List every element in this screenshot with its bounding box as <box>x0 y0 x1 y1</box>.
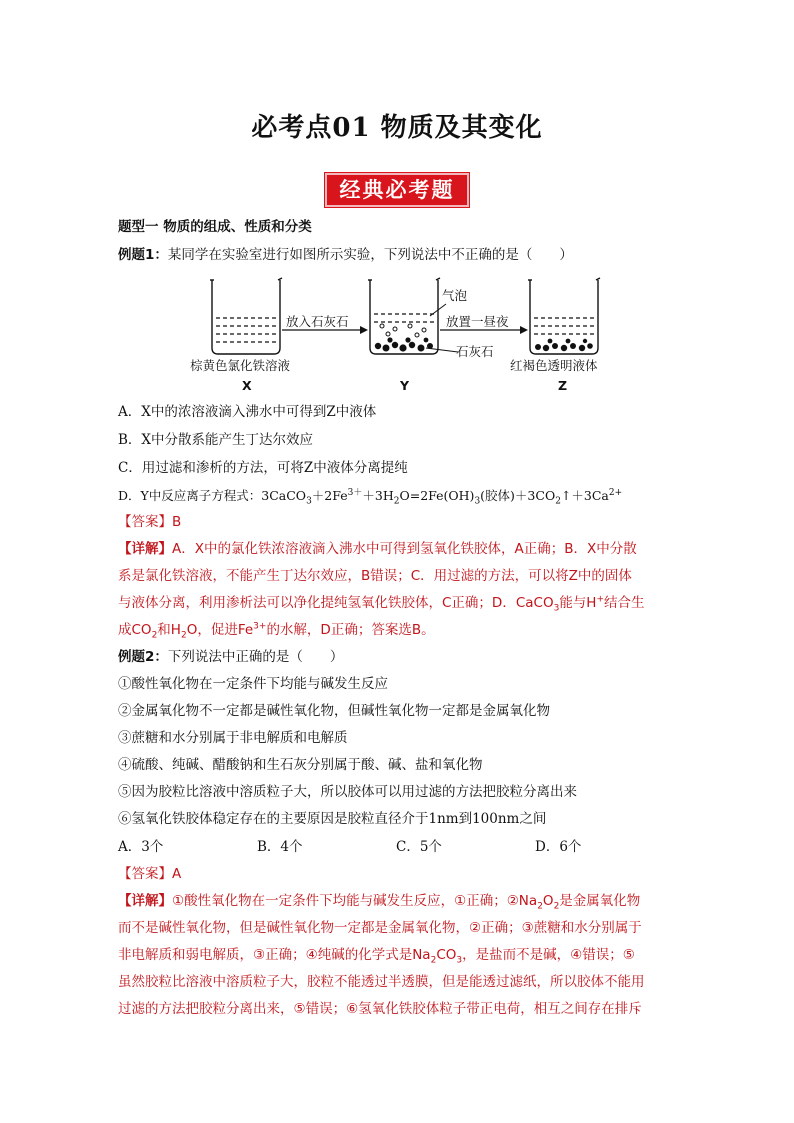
option-d-sub: 3 <box>474 496 481 507</box>
beaker-z-icon <box>528 278 600 354</box>
option-d-part: ↑＋3Ca <box>560 488 609 503</box>
detail-tag: 【详解】 <box>118 541 172 557</box>
page-title: 必考点01 物质及其变化 <box>251 113 543 143</box>
detail-sub: 2 <box>430 955 437 966</box>
option-d-part: ＋2Fe <box>311 488 348 503</box>
example2-detail-line-3 <box>118 946 635 964</box>
detail-text: CO <box>436 947 457 963</box>
example1-detail-line-2: 系是氯化铁溶液，不能产生丁达尔效应，B错误；C．用过滤的方法，可以将Z中的固体 <box>118 568 632 584</box>
detail-sub: 2 <box>537 901 543 912</box>
option-d-part: (胶体)＋3CO <box>480 488 556 503</box>
statement-6: ⑥氢氧化铁胶体稳定存在的主要原因是胶粒直径介于1nm到100nm之间 <box>118 811 547 827</box>
example1-detail-line-3 <box>118 594 645 612</box>
beaker-z-letter: Z <box>558 378 568 393</box>
beaker-z-label: 红褐色透明液体 <box>510 358 598 373</box>
detail-sub: 2 <box>553 901 560 912</box>
question-type-heading: 题型一 物质的组成、性质和分类 <box>118 219 312 235</box>
detail-text: 的水解，D正确；答案选B。 <box>266 622 435 638</box>
example1-option-c: C．用过滤和渗析的方法，可将Z中液体分离提纯 <box>118 460 408 476</box>
statement-2: ②金属氧化物不一定都是碱性氧化物，但碱性氧化物一定都是金属氧化物 <box>118 703 550 719</box>
detail-text: 和H <box>157 622 181 638</box>
example2-option-a: A．3个 <box>118 839 164 855</box>
option-d-sup: 3＋ <box>347 487 363 498</box>
example2-detail-line-4: 虽然胶粒比溶液中溶质粒子大，胶粒不能透过半透膜，但是能透过滤纸，所以胶体不能用 <box>118 974 645 990</box>
detail-tag: 【详解】 <box>118 893 172 909</box>
detail-text: O <box>542 893 554 909</box>
option-d-part: O=2Fe(OH) <box>399 488 475 503</box>
example2-option-b: B．4个 <box>257 839 303 855</box>
example2-label: 例题2： <box>118 649 168 665</box>
option-d-sub: 2 <box>555 496 561 507</box>
detail-sub: 2 <box>151 630 158 641</box>
detail-sub: 3 <box>553 603 560 614</box>
example1-option-d <box>118 487 622 505</box>
detail-text: A．X中的氯化铁浓溶液滴入沸水中可得到氢氧化铁胶体，A正确；B．X中分散 <box>172 541 637 557</box>
section-badge <box>325 173 469 207</box>
detail-text: ，是盐而不是碱，④错误；⑤ <box>462 947 635 963</box>
detail-text: 能与H <box>559 595 597 611</box>
example2-option-c: C．5个 <box>396 839 442 855</box>
arrow-1-label: 放入石灰石 <box>286 314 349 329</box>
option-d-part: D．Y中反应离子方程式：3CaCO <box>118 488 307 503</box>
experiment-diagram <box>190 274 630 394</box>
answer-tag: 【答案】 <box>118 866 172 882</box>
option-d-sup: 2+ <box>608 487 623 498</box>
beaker-y-icon <box>368 278 440 354</box>
beaker-y-letter: Y <box>400 378 410 393</box>
detail-text: O，促进Fe <box>186 622 254 638</box>
detail-text: 与液体分离，利用渗析法可以净化提纯氢氧化铁胶体，C正确；D．CaCO <box>118 595 554 611</box>
detail-text: 结合生 <box>604 595 645 611</box>
statement-1: ①酸性氧化物在一定条件下均能与碱发生反应 <box>118 676 388 692</box>
beaker-x-letter: X <box>242 378 252 393</box>
beaker-x-icon <box>210 278 282 354</box>
detail-text: 成CO <box>118 622 152 638</box>
example2-answer <box>118 865 181 883</box>
answer-tag: 【答案】 <box>118 514 172 530</box>
example1-question <box>118 246 573 264</box>
example1-detail-line-1 <box>118 540 637 558</box>
detail-sup: 3+ <box>253 621 267 632</box>
badge-label: 经典必考题 <box>325 173 469 207</box>
detail-text: 是金属氧化物 <box>559 893 641 909</box>
statement-3: ③蔗糖和水分别属于非电解质和电解质 <box>118 730 348 746</box>
bubble-label: 气泡 <box>442 288 468 303</box>
example2-detail-line-1 <box>118 892 640 910</box>
option-d-part: ＋3H <box>362 488 394 503</box>
example2-text: 下列说法中正确的是（ ） <box>167 649 344 665</box>
detail-sup: + <box>596 594 605 605</box>
example2-detail-line-2: 而不是碱性氧化物，但是碱性氧化物一定都是金属氧化物，②正确；③蔗糖和水分别属于 <box>118 920 642 936</box>
example1-answer <box>118 513 181 531</box>
beaker-x-label: 棕黄色氯化铁溶液 <box>190 358 291 373</box>
detail-text: ①酸性氧化物在一定条件下均能与碱发生反应，①正确；②Na <box>172 893 538 909</box>
example1-option-b: B．X中分散系能产生丁达尔效应 <box>118 432 314 448</box>
example2-option-d: D．6个 <box>535 839 582 855</box>
example2-detail-line-5: 过滤的方法把胶粒分离出来，⑤错误；⑥氢氧化铁胶体粒子带正电荷，相互之间存在排斥 <box>118 1001 642 1017</box>
option-d-sub: 3 <box>306 496 312 507</box>
example1-label: 例题1： <box>118 247 168 263</box>
stone-label: 石灰石 <box>456 344 494 359</box>
detail-sub: 3 <box>456 955 463 966</box>
detail-text: 非电解质和弱电解质，③正确；④纯碱的化学式是Na <box>118 947 431 963</box>
example1-text: 某同学在实验室进行如图所示实验，下列说法中不正确的是（ ） <box>167 247 573 263</box>
example2-question <box>118 648 343 666</box>
statement-4: ④硫酸、纯碱、醋酸钠和生石灰分别属于酸、碱、盐和氧化物 <box>118 757 483 773</box>
answer-value: A <box>172 866 182 882</box>
arrow-2-label: 放置一昼夜 <box>446 314 509 329</box>
answer-value: B <box>172 514 182 530</box>
statement-5: ⑤因为胶粒比溶液中溶质粒子大，所以胶体可以用过滤的方法把胶粒分离出来 <box>118 784 577 800</box>
option-d-sub: 2 <box>393 496 400 507</box>
example1-option-a: A．X中的浓溶液滴入沸水中可得到Z中液体 <box>118 404 377 420</box>
example1-detail-line-4 <box>118 621 435 639</box>
detail-sub: 2 <box>180 630 187 641</box>
